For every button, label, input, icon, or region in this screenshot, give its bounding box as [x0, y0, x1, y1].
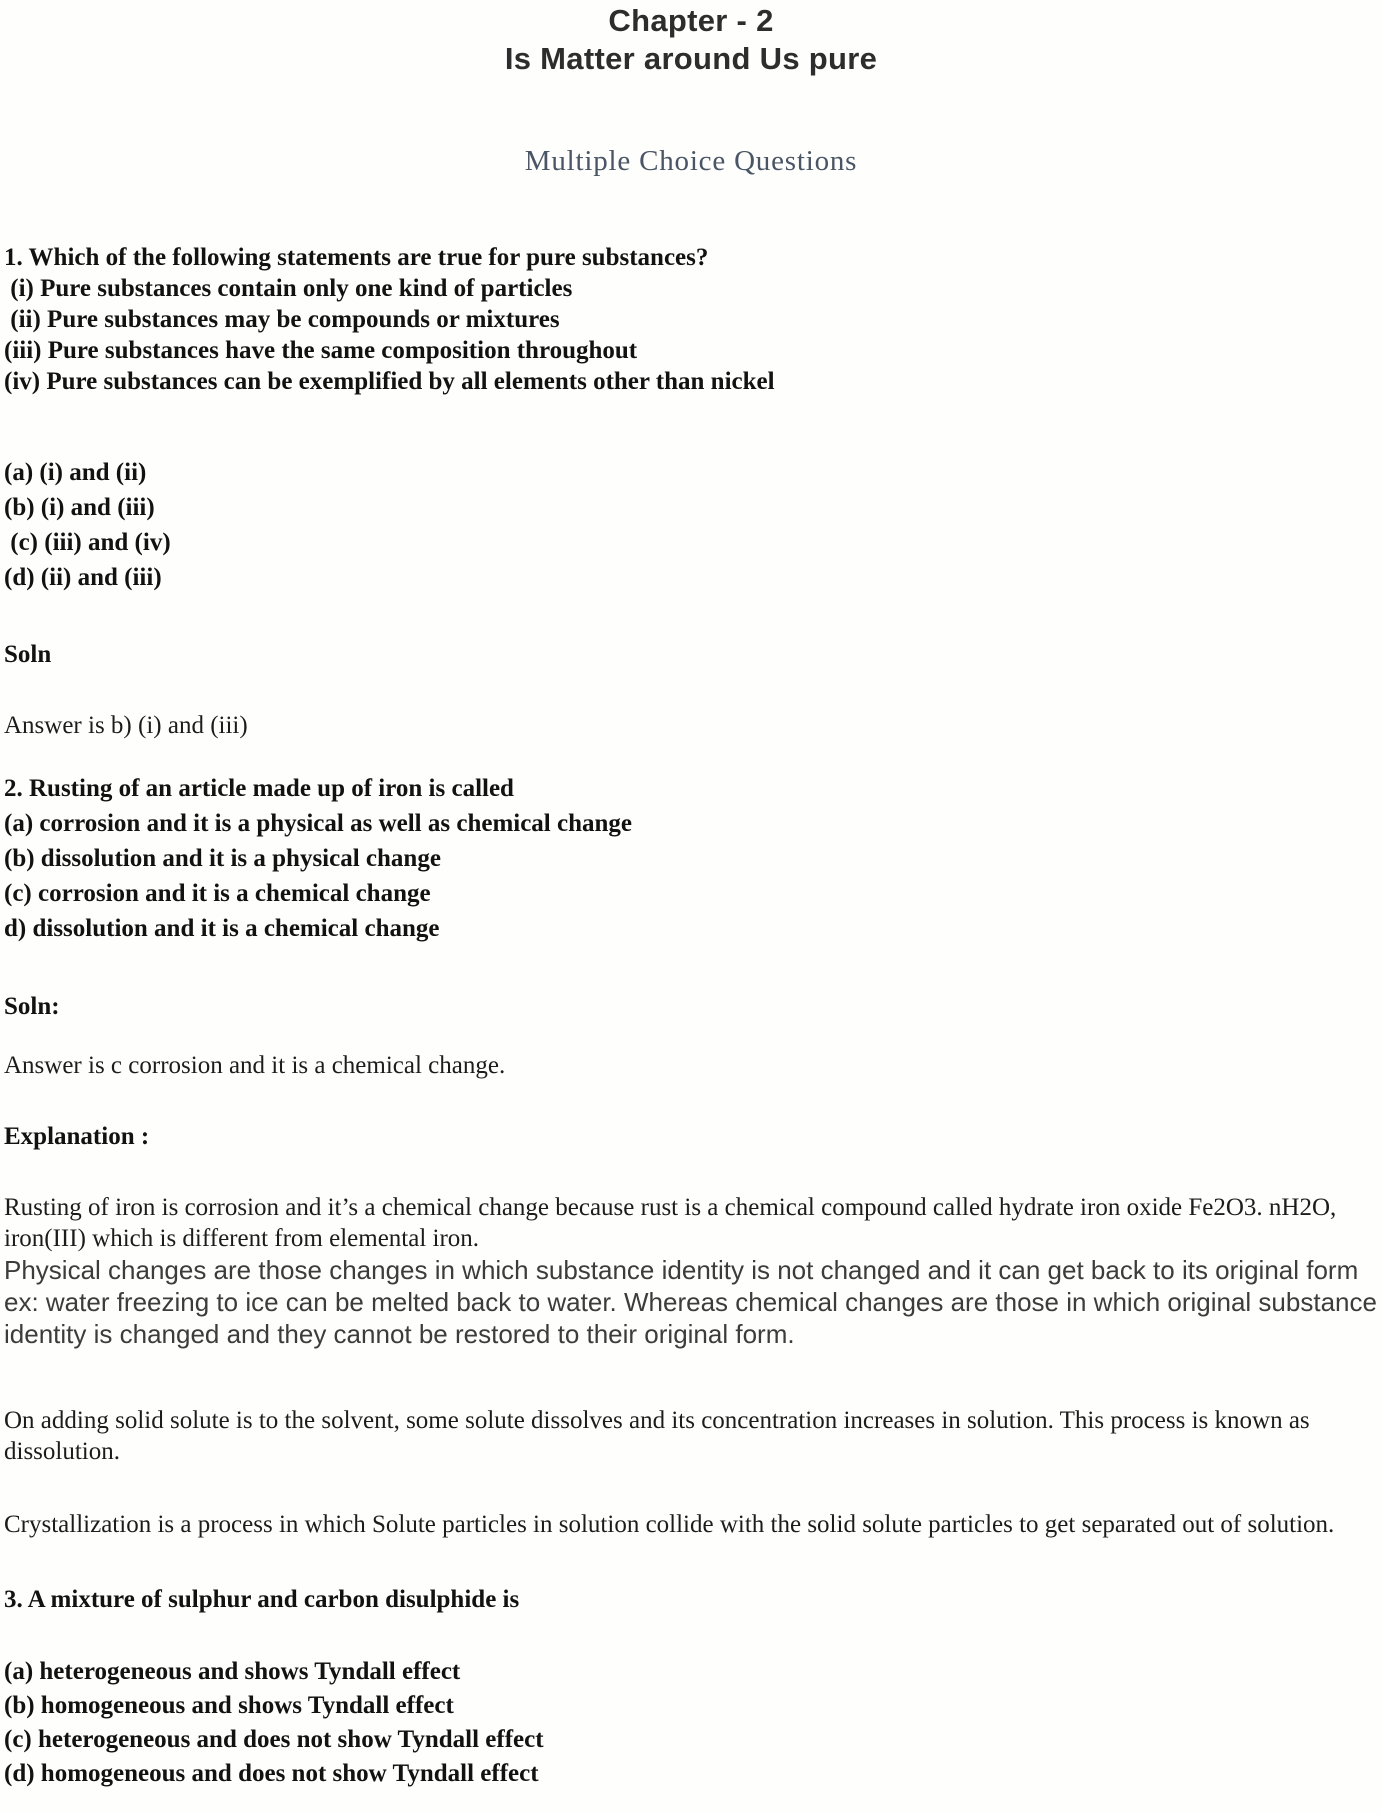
question-2-option-d: d) dissolution and it is a chemical change [4, 915, 440, 942]
question-3-prompt: 3. A mixture of sulphur and carbon disulphide is [4, 1586, 520, 1613]
question-2-prompt: 2. Rusting of an article made up of iron is called [4, 775, 514, 802]
question-3-option-a: (a) heterogeneous and shows Tyndall effect [4, 1658, 461, 1685]
question-1-option-d: (d) (ii) and (iii) [4, 564, 162, 591]
chapter-number: Chapter - 2 [608, 3, 774, 38]
question-2-block [4, 771, 1378, 946]
crystallization-paragraph: Crystallization is a process in which Solute particles in solution collide with the solid solute particles to get separated out of solution. [4, 1511, 1335, 1538]
question-1-options [4, 455, 1378, 595]
question-1-option-c: (c) (iii) and (iv) [4, 529, 171, 556]
question-2-soln-label: Soln: [4, 993, 60, 1020]
dissolution-paragraph: On adding solid solute is to the solvent, some solute dissolves and its concentration increases in solution. This process is known as dissolution. [4, 1407, 1310, 1465]
section-heading: Multiple Choice Questions [524, 145, 858, 177]
question-3-option-b: (b) homogeneous and shows Tyndall effect [4, 1692, 454, 1719]
question-1-statement: (iv) Pure substances can be exemplified by all elements other than nickel [4, 368, 775, 395]
question-1-statement: (iii) Pure substances have the same composition throughout [4, 337, 638, 364]
question-1-option-b: (b) (i) and (iii) [4, 494, 155, 521]
question-3-options [4, 1655, 1378, 1791]
chapter-title-block [4, 2, 1378, 78]
question-2-answer: Answer is c corrosion and it is a chemical change. [4, 1052, 506, 1079]
explanation-sans-text: Physical changes are those changes in which substance identity is not changed and it can get back to its original form ex: water freezing to ice can be melted back to water. Whereas chemical changes are those in which original substance identity is changed and they cannot be restored to their original form. [4, 1255, 1377, 1349]
question-1-soln-label: Soln [4, 641, 52, 668]
question-1-answer: Answer is b) (i) and (iii) [4, 712, 248, 739]
question-3-option-d: (d) homogeneous and does not show Tyndall effect [4, 1760, 539, 1787]
question-1-block [4, 242, 1378, 397]
question-2-option-c: (c) corrosion and it is a chemical change [4, 880, 431, 907]
chapter-name: Is Matter around Us pure [504, 41, 878, 76]
question-2-explanation-label: Explanation : [4, 1123, 150, 1150]
question-1-statement: (i) Pure substances contain only one kind of particles [4, 275, 573, 302]
explanation-serif-text: Rusting of iron is corrosion and it’s a chemical change because rust is a chemical compound called hydrate iron oxide Fe2O3. nH2O, iron(III) which is different from elemental iron. [4, 1194, 1337, 1252]
question-1-option-a: (a) (i) and (ii) [4, 459, 147, 486]
question-1-prompt: 1. Which of the following statements are true for pure substances? [4, 244, 709, 271]
question-3-option-c: (c) heterogeneous and does not show Tyndall effect [4, 1726, 544, 1753]
question-2-explanation [4, 1192, 1378, 1350]
question-2-option-b: (b) dissolution and it is a physical change [4, 845, 441, 872]
question-2-option-a: (a) corrosion and it is a physical as well as chemical change [4, 810, 633, 837]
question-1-statement: (ii) Pure substances may be compounds or mixtures [4, 306, 560, 333]
